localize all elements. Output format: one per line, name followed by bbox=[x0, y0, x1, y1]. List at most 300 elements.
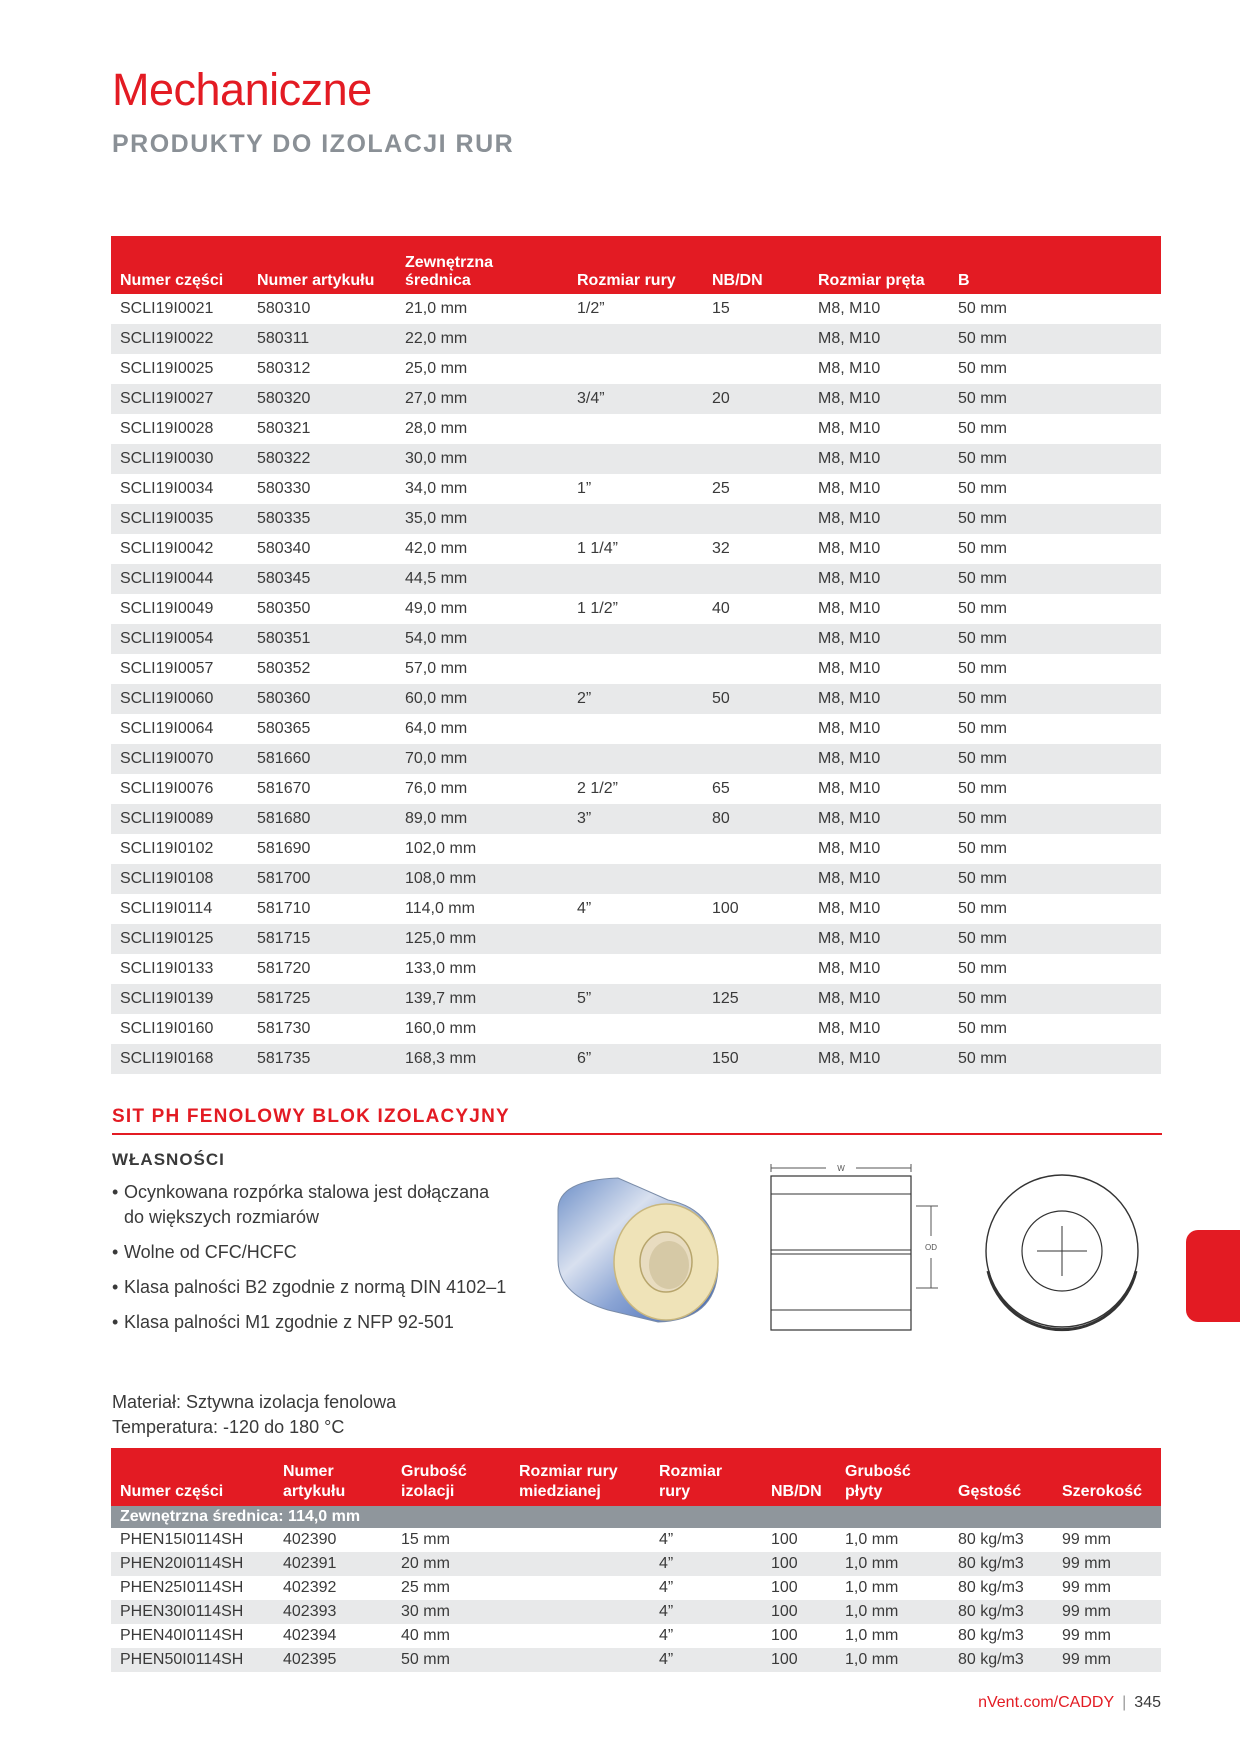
table-cell bbox=[568, 654, 703, 684]
footer bbox=[978, 1694, 1161, 1712]
table-cell: 22,0 mm bbox=[396, 324, 568, 354]
table-cell bbox=[510, 1648, 650, 1672]
insulation-block-photo bbox=[548, 1170, 728, 1330]
table-cell: 70,0 mm bbox=[396, 744, 568, 774]
table-cell: 5” bbox=[568, 984, 703, 1014]
table-cell: 99 mm bbox=[1053, 1552, 1161, 1576]
table-row bbox=[111, 864, 1161, 894]
temperature-line: Temperatura: -120 do 180 °C bbox=[112, 1417, 345, 1437]
table-cell: 25 mm bbox=[401, 1579, 450, 1596]
w-label: W bbox=[837, 1164, 845, 1173]
table-cell: SCLI19I0168 bbox=[111, 1044, 248, 1074]
table-cell: 581680 bbox=[248, 804, 396, 834]
table-row bbox=[111, 1014, 1161, 1044]
column-header: Numer części bbox=[111, 236, 248, 294]
table-cell: 150 bbox=[703, 1044, 809, 1074]
table-row bbox=[111, 1576, 1161, 1600]
table-row bbox=[111, 1552, 1161, 1576]
table-cell: M8, M10 bbox=[818, 480, 881, 497]
table-cell bbox=[568, 564, 703, 594]
table-cell bbox=[510, 1624, 650, 1648]
material-line: Materiał: Sztywna izolacja fenolowa bbox=[112, 1392, 397, 1412]
table-cell: M8, M10 bbox=[809, 984, 949, 1014]
table-cell: SCLI19I0035 bbox=[111, 504, 248, 534]
table-cell bbox=[703, 564, 809, 594]
table-cell: SCLI19I0089 bbox=[111, 804, 248, 834]
table-cell: 4” bbox=[650, 1552, 762, 1576]
table-cell: 50 mm bbox=[949, 504, 1161, 534]
table-cell: 100 bbox=[771, 1579, 798, 1596]
table-header-row bbox=[111, 236, 1161, 294]
table-cell: 50 mm bbox=[392, 1648, 510, 1672]
table-cell: SCLI19I0054 bbox=[111, 624, 248, 654]
table-cell: PHEN40I0114SH bbox=[120, 1627, 244, 1644]
table-row bbox=[111, 414, 1161, 444]
table-row bbox=[111, 504, 1161, 534]
table-cell: M8, M10 bbox=[809, 504, 949, 534]
table-cell: 99 mm bbox=[1062, 1531, 1111, 1548]
table-cell bbox=[703, 924, 809, 954]
table-row bbox=[111, 564, 1161, 594]
table-cell bbox=[568, 504, 703, 534]
column-header: Numer artykułu bbox=[248, 236, 396, 294]
table-cell: M8, M10 bbox=[818, 840, 881, 857]
table-cell: 80 kg/m3 bbox=[949, 1552, 1053, 1576]
table-cell: 581670 bbox=[257, 780, 311, 797]
table-row bbox=[111, 894, 1161, 924]
table-cell: 160,0 mm bbox=[405, 1020, 477, 1037]
table-cell: 1,0 mm bbox=[836, 1600, 949, 1624]
table-cell: 168,3 mm bbox=[396, 1044, 568, 1074]
table-cell: 80 kg/m3 bbox=[949, 1600, 1053, 1624]
table-cell bbox=[510, 1552, 650, 1576]
table-cell: 50 mm bbox=[958, 420, 1007, 437]
table-cell: 99 mm bbox=[1053, 1648, 1161, 1672]
column-header: Rozmiar pręta bbox=[809, 236, 949, 294]
table-cell: 3” bbox=[568, 804, 703, 834]
group-row bbox=[111, 1506, 1161, 1528]
table-cell: 50 mm bbox=[958, 960, 1007, 977]
table-cell: M8, M10 bbox=[818, 540, 881, 557]
column-header: Grubość izolacji bbox=[392, 1448, 510, 1506]
table-cell: 580322 bbox=[248, 444, 396, 474]
table-cell: 99 mm bbox=[1053, 1600, 1161, 1624]
table-cell: 581725 bbox=[248, 984, 396, 1014]
column-header: Zewnętrzna średnica bbox=[396, 236, 568, 294]
table-cell: 580351 bbox=[248, 624, 396, 654]
table-cell bbox=[510, 1576, 650, 1600]
table-cell: SCLI19I0025 bbox=[120, 360, 214, 377]
table-cell: 35,0 mm bbox=[396, 504, 568, 534]
table-row bbox=[111, 804, 1161, 834]
table-cell: 580352 bbox=[257, 660, 311, 677]
table-cell: M8, M10 bbox=[818, 1020, 881, 1037]
table-cell: 133,0 mm bbox=[405, 960, 477, 977]
table-cell: 580335 bbox=[248, 504, 396, 534]
column-header: Numer artykułu bbox=[274, 1448, 392, 1506]
table-cell: SCLI19I0030 bbox=[111, 444, 248, 474]
table-cell: SCLI19I0076 bbox=[120, 780, 214, 797]
table-cell: M8, M10 bbox=[818, 660, 881, 677]
table-cell: SCLI19I0060 bbox=[111, 684, 248, 714]
table-row bbox=[111, 1044, 1161, 1074]
phenolic-block-table bbox=[111, 1448, 1161, 1672]
table-row bbox=[111, 444, 1161, 474]
table-cell bbox=[703, 834, 809, 864]
table-cell: 50 mm bbox=[958, 900, 1007, 917]
table-row bbox=[111, 1528, 1161, 1552]
table-cell bbox=[568, 624, 703, 654]
table-cell: 50 mm bbox=[949, 324, 1161, 354]
table-row bbox=[111, 774, 1161, 804]
table-cell: 50 mm bbox=[958, 540, 1007, 557]
table-cell: 402395 bbox=[274, 1648, 392, 1672]
table-cell: 34,0 mm bbox=[405, 480, 468, 497]
table-cell: SCLI19I0102 bbox=[120, 840, 214, 857]
column-header: Numer części bbox=[111, 1448, 274, 1506]
table-cell: 50 mm bbox=[958, 840, 1007, 857]
table-cell: PHEN15I0114SH bbox=[120, 1531, 244, 1548]
table-cell: 580360 bbox=[248, 684, 396, 714]
column-header: NB/DN bbox=[703, 236, 809, 294]
table-cell: 20 mm bbox=[392, 1552, 510, 1576]
table-cell: 580311 bbox=[248, 324, 396, 354]
table-cell bbox=[703, 624, 809, 654]
table-row bbox=[111, 354, 1161, 384]
table-cell: 4” bbox=[659, 1627, 674, 1644]
table-cell: 1” bbox=[577, 480, 592, 497]
table-row bbox=[111, 924, 1161, 954]
table-cell: 50 mm bbox=[958, 360, 1007, 377]
table-cell: 580310 bbox=[257, 300, 311, 317]
table-cell: PHEN50I0114SH bbox=[111, 1648, 274, 1672]
table-cell: 49,0 mm bbox=[405, 600, 468, 617]
table-cell bbox=[703, 504, 809, 534]
table-cell: 50 mm bbox=[949, 384, 1161, 414]
table-cell bbox=[703, 354, 809, 384]
table-cell: 50 mm bbox=[958, 480, 1007, 497]
table-cell: 100 bbox=[762, 1648, 836, 1672]
technical-drawing bbox=[766, 1156, 1146, 1336]
list-item: • Klasa palności M1 zgodnie z NFP 92-501 bbox=[112, 1310, 512, 1335]
material-info bbox=[112, 1390, 396, 1440]
table-cell: 100 bbox=[762, 1552, 836, 1576]
table-cell bbox=[703, 324, 809, 354]
table-cell: SCLI19I0160 bbox=[120, 1020, 214, 1037]
table-cell bbox=[568, 444, 703, 474]
table-cell: 65 bbox=[712, 780, 730, 797]
table-cell: 50 mm bbox=[949, 684, 1161, 714]
table-cell bbox=[703, 954, 809, 984]
table-cell: 1 1/2” bbox=[577, 600, 618, 617]
table-row bbox=[111, 1624, 1161, 1648]
table-cell bbox=[568, 954, 703, 984]
table-cell: 108,0 mm bbox=[396, 864, 568, 894]
table-cell: 32 bbox=[712, 540, 730, 557]
table-cell bbox=[568, 354, 703, 384]
table-cell: 50 mm bbox=[949, 624, 1161, 654]
table-cell: M8, M10 bbox=[818, 780, 881, 797]
table-cell: 76,0 mm bbox=[405, 780, 468, 797]
table-cell: M8, M10 bbox=[818, 720, 881, 737]
table-cell: 581715 bbox=[248, 924, 396, 954]
table-row bbox=[111, 384, 1161, 414]
column-header: Szerokość bbox=[1053, 1448, 1161, 1506]
table-cell: PHEN20I0114SH bbox=[111, 1552, 274, 1576]
table-cell bbox=[703, 714, 809, 744]
table-cell: M8, M10 bbox=[809, 924, 949, 954]
list-item: • Wolne od CFC/HCFC bbox=[112, 1240, 512, 1265]
table-row bbox=[111, 654, 1161, 684]
page-subtitle: PRODUKTY DO IZOLACJI RUR bbox=[112, 130, 515, 158]
table-cell: M8, M10 bbox=[809, 804, 949, 834]
table-cell: 80 kg/m3 bbox=[949, 1648, 1053, 1672]
side-tab bbox=[1186, 1230, 1240, 1322]
table-cell: SCLI19I0042 bbox=[120, 540, 214, 557]
table-cell: 1 1/4” bbox=[577, 540, 618, 557]
table-row bbox=[111, 954, 1161, 984]
table-cell: M8, M10 bbox=[818, 420, 881, 437]
table-cell: 580312 bbox=[257, 360, 311, 377]
table-cell: SCLI19I0139 bbox=[111, 984, 248, 1014]
table-cell: SCLI19I0049 bbox=[120, 600, 214, 617]
od-label: OD bbox=[925, 1243, 937, 1252]
table-cell: 3/4” bbox=[568, 384, 703, 414]
table-cell: 20 bbox=[703, 384, 809, 414]
table-cell: 4” bbox=[659, 1531, 674, 1548]
table-cell: 1,0 mm bbox=[845, 1531, 899, 1548]
table-cell: 581690 bbox=[257, 840, 311, 857]
table-cell bbox=[703, 444, 809, 474]
table-cell: M8, M10 bbox=[809, 444, 949, 474]
table-cell: M8, M10 bbox=[809, 1044, 949, 1074]
table-cell: 80 kg/m3 bbox=[958, 1627, 1024, 1644]
table-cell: 50 mm bbox=[949, 804, 1161, 834]
table-row bbox=[111, 624, 1161, 654]
table-cell: M8, M10 bbox=[818, 960, 881, 977]
table-cell: SCLI19I0027 bbox=[111, 384, 248, 414]
table-cell: 99 mm bbox=[1062, 1579, 1111, 1596]
table-cell: 89,0 mm bbox=[396, 804, 568, 834]
table-cell: PHEN30I0114SH bbox=[111, 1600, 274, 1624]
table-cell: 100 bbox=[771, 1627, 798, 1644]
table-cell: 100 bbox=[762, 1600, 836, 1624]
table-row bbox=[111, 984, 1161, 1014]
table-cell: 581660 bbox=[248, 744, 396, 774]
table-cell bbox=[568, 924, 703, 954]
table-row bbox=[111, 324, 1161, 354]
table-cell: 25,0 mm bbox=[405, 360, 468, 377]
table-cell bbox=[568, 834, 703, 864]
table-cell: 50 mm bbox=[949, 1044, 1161, 1074]
pipe-clamp-table bbox=[111, 236, 1161, 1074]
properties-list bbox=[112, 1180, 512, 1345]
table-cell: SCLI19I0133 bbox=[120, 960, 214, 977]
table-cell bbox=[568, 324, 703, 354]
table-cell: 125,0 mm bbox=[396, 924, 568, 954]
table-cell: M8, M10 bbox=[809, 684, 949, 714]
table-header-row bbox=[111, 1448, 1161, 1506]
table-cell: 581710 bbox=[257, 900, 311, 917]
table-cell bbox=[568, 1014, 703, 1044]
table-cell: 50 mm bbox=[949, 924, 1161, 954]
table-cell: 139,7 mm bbox=[396, 984, 568, 1014]
column-header: Rozmiar rury bbox=[568, 236, 703, 294]
table-row bbox=[111, 834, 1161, 864]
table-cell: 50 mm bbox=[958, 660, 1007, 677]
footer-website[interactable]: nVent.com/CADDY bbox=[978, 1694, 1115, 1711]
table-cell: 2 1/2” bbox=[577, 780, 618, 797]
table-cell: 80 bbox=[703, 804, 809, 834]
table-row bbox=[111, 534, 1161, 564]
section-heading: SIT PH FENOLOWY BLOK IZOLACYJNY bbox=[112, 1106, 1162, 1135]
table-cell: M8, M10 bbox=[809, 564, 949, 594]
column-header: Rozmiar rury miedzianej bbox=[510, 1448, 650, 1506]
table-cell: 57,0 mm bbox=[405, 660, 468, 677]
table-cell: 99 mm bbox=[1062, 1627, 1111, 1644]
table-cell: SCLI19I0028 bbox=[120, 420, 214, 437]
table-cell: 44,5 mm bbox=[396, 564, 568, 594]
table-cell: 581730 bbox=[257, 1020, 311, 1037]
table-cell: 100 bbox=[771, 1531, 798, 1548]
table-cell: SCLI19I0022 bbox=[111, 324, 248, 354]
table-cell: 50 mm bbox=[949, 444, 1161, 474]
table-cell: 28,0 mm bbox=[405, 420, 468, 437]
table-cell: 50 mm bbox=[949, 864, 1161, 894]
table-cell: SCLI19I0125 bbox=[111, 924, 248, 954]
column-header: Gęstość bbox=[949, 1448, 1053, 1506]
table-cell: M8, M10 bbox=[809, 744, 949, 774]
table-cell: 402390 bbox=[283, 1531, 337, 1548]
table-row bbox=[111, 1648, 1161, 1672]
table-cell bbox=[510, 1528, 650, 1552]
table-cell bbox=[568, 744, 703, 774]
page-title: Mechaniczne bbox=[112, 64, 372, 115]
table-cell: 27,0 mm bbox=[396, 384, 568, 414]
table-cell: 40 mm bbox=[401, 1627, 450, 1644]
table-cell: 1,0 mm bbox=[836, 1552, 949, 1576]
table-cell: PHEN25I0114SH bbox=[120, 1579, 244, 1596]
table-cell: SCLI19I0108 bbox=[111, 864, 248, 894]
table-cell: 50 mm bbox=[949, 564, 1161, 594]
table-cell: 4” bbox=[650, 1600, 762, 1624]
table-cell: 80 kg/m3 bbox=[958, 1579, 1024, 1596]
table-cell: 581700 bbox=[248, 864, 396, 894]
table-cell: 580320 bbox=[248, 384, 396, 414]
table-cell: 50 mm bbox=[958, 300, 1007, 317]
table-cell bbox=[703, 414, 809, 444]
table-cell: 42,0 mm bbox=[405, 540, 468, 557]
table-row bbox=[111, 594, 1161, 624]
table-cell bbox=[703, 654, 809, 684]
table-cell: 581720 bbox=[257, 960, 311, 977]
group-label: Zewnętrzna średnica: 114,0 mm bbox=[111, 1506, 1161, 1528]
footer-separator: | bbox=[1122, 1694, 1127, 1711]
table-cell bbox=[703, 1014, 809, 1044]
table-cell: 114,0 mm bbox=[405, 900, 475, 917]
table-cell: 2” bbox=[568, 684, 703, 714]
table-cell: 15 mm bbox=[401, 1531, 450, 1548]
table-cell: 54,0 mm bbox=[396, 624, 568, 654]
table-cell: 50 mm bbox=[949, 984, 1161, 1014]
table-cell bbox=[510, 1600, 650, 1624]
table-cell: 100 bbox=[712, 900, 739, 917]
table-cell: SCLI19I0057 bbox=[120, 660, 214, 677]
table-cell: 64,0 mm bbox=[405, 720, 468, 737]
table-cell: 4” bbox=[650, 1648, 762, 1672]
column-header: Grubość płyty bbox=[836, 1448, 949, 1506]
table-cell: 6” bbox=[568, 1044, 703, 1074]
table-cell: M8, M10 bbox=[809, 864, 949, 894]
table-cell bbox=[703, 864, 809, 894]
table-cell: 580365 bbox=[257, 720, 311, 737]
table-cell: SCLI19I0064 bbox=[120, 720, 214, 737]
table-cell: M8, M10 bbox=[818, 300, 881, 317]
table-cell bbox=[568, 414, 703, 444]
table-row bbox=[111, 294, 1161, 324]
table-row bbox=[111, 1600, 1161, 1624]
table-cell: 580350 bbox=[257, 600, 311, 617]
table-cell: 50 mm bbox=[958, 780, 1007, 797]
table-cell: 50 mm bbox=[958, 720, 1007, 737]
table-cell: 402391 bbox=[274, 1552, 392, 1576]
table-cell: 580330 bbox=[257, 480, 311, 497]
column-header: B bbox=[949, 236, 1161, 294]
properties-title: WŁASNOŚCI bbox=[112, 1150, 225, 1169]
table-cell: 1/2” bbox=[577, 300, 605, 317]
table-cell: 40 bbox=[712, 600, 730, 617]
table-cell: 581735 bbox=[248, 1044, 396, 1074]
table-cell bbox=[568, 864, 703, 894]
table-cell: 50 mm bbox=[949, 744, 1161, 774]
table-cell: 4” bbox=[659, 1579, 674, 1596]
table-cell: 80 kg/m3 bbox=[958, 1531, 1024, 1548]
column-header: Rozmiar rury bbox=[650, 1448, 762, 1506]
table-cell: 580321 bbox=[257, 420, 311, 437]
table-row bbox=[111, 744, 1161, 774]
table-cell: 50 bbox=[703, 684, 809, 714]
table-cell: M8, M10 bbox=[809, 324, 949, 354]
table-cell: 102,0 mm bbox=[405, 840, 477, 857]
table-cell: 1,0 mm bbox=[845, 1579, 899, 1596]
table-cell: 50 mm bbox=[958, 1020, 1007, 1037]
table-cell: SCLI19I0114 bbox=[120, 900, 213, 917]
table-cell: 580340 bbox=[257, 540, 311, 557]
table-cell: 60,0 mm bbox=[396, 684, 568, 714]
table-cell: 15 bbox=[712, 300, 730, 317]
table-cell bbox=[568, 714, 703, 744]
table-cell: SCLI19I0021 bbox=[120, 300, 214, 317]
table-cell: SCLI19I0044 bbox=[111, 564, 248, 594]
table-row bbox=[111, 714, 1161, 744]
table-row bbox=[111, 474, 1161, 504]
table-cell: M8, M10 bbox=[818, 900, 881, 917]
table-cell: 25 bbox=[712, 480, 730, 497]
table-row bbox=[111, 684, 1161, 714]
table-cell: 50 mm bbox=[958, 600, 1007, 617]
table-cell: 125 bbox=[703, 984, 809, 1014]
table-cell: 21,0 mm bbox=[405, 300, 468, 317]
table-cell: SCLI19I0034 bbox=[120, 480, 214, 497]
table-cell: 1,0 mm bbox=[836, 1648, 949, 1672]
list-item: • Klasa palności B2 zgodnie z normą DIN 4102–1 bbox=[112, 1275, 512, 1300]
table-cell: 4” bbox=[577, 900, 592, 917]
table-cell: 402392 bbox=[283, 1579, 337, 1596]
table-cell bbox=[703, 744, 809, 774]
table-cell: 30 mm bbox=[392, 1600, 510, 1624]
table-cell: M8, M10 bbox=[818, 360, 881, 377]
column-header: NB/DN bbox=[762, 1448, 836, 1506]
